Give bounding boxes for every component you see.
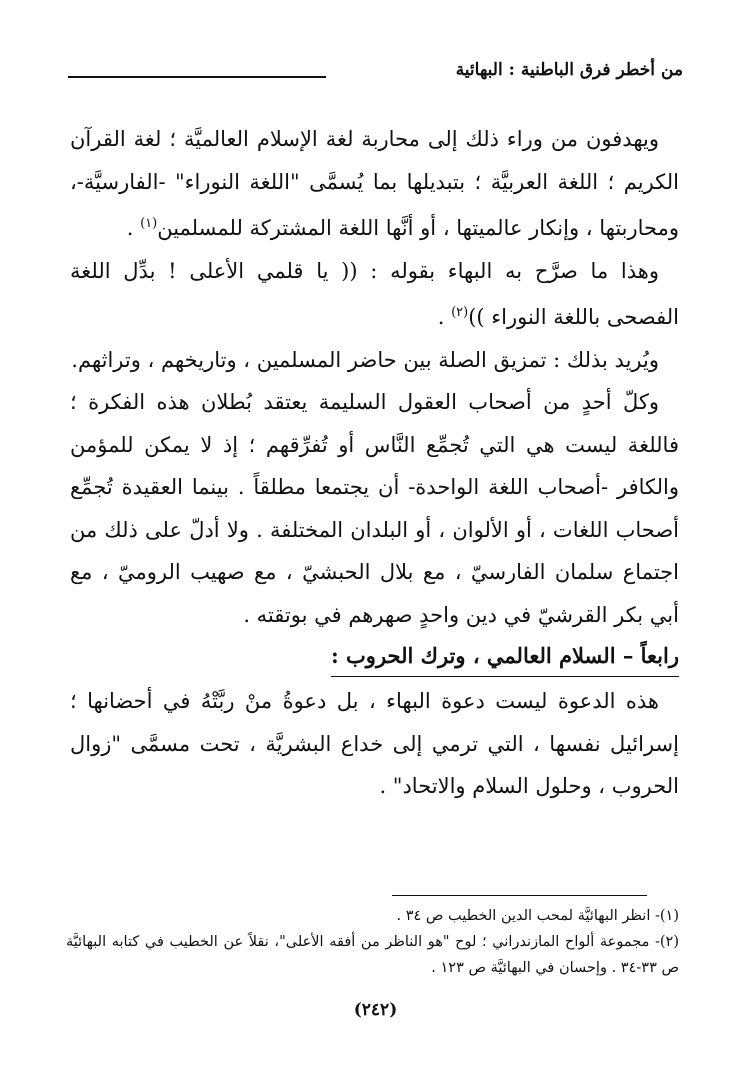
- section-heading-row: [70, 636, 679, 680]
- paragraph-text: ويُريد بذلك : تمزيق الصلة بين حاضر المسلمين ، وتاريخهم ، وتراثهم.: [71, 347, 659, 372]
- paragraph: وهذا ما صرَّح به البهاء بقوله : (( يا قلمي الأعلى ! بدِّل اللغة الفصحى باللغة النوراء ))$^{(٢)}$ .: [70, 258, 679, 329]
- paragraph-text: وهذا ما صرَّح به البهاء بقوله : (( يا قلمي الأعلى ! بدِّل اللغة الفصحى باللغة النوراء )): [70, 258, 679, 329]
- running-header: [68, 60, 683, 88]
- footnote: (٢)- مجموعة ألواح المازندراني ؛ لوح "هو الناظر من أفقه الأعلى"، نقلاً عن الخطيب في كتابه البهائيَّة ص ٣٣-٣٤ . وإحسان في البهائيَّة ص ١٢٣ .: [66, 934, 679, 976]
- page-number: (٢٤٢): [353, 1000, 398, 1020]
- paragraph: [70, 680, 679, 808]
- footnote-marker: (١): [140, 216, 158, 231]
- header-title: من أخطر فرق الباطنية : البهائية: [455, 60, 683, 80]
- page-body: [70, 118, 679, 808]
- footnote-separator: [392, 895, 647, 896]
- paragraph: ويهدفون من وراء ذلك إلى محاربة لغة الإسلام العالميَّة ؛ لغة القرآن الكريم ؛ اللغة العربيَّة ؛ بتبديلها بما يُسمَّى "اللغة النوراء" -الفارسيَّة-، ومحاربتها ، وإنكار عالميتها ، أو أنَّها اللغة المشتركة للمسلمين$^{(١)}$ .: [70, 127, 679, 240]
- section-heading: رابعاً – السلام العالمي ، وترك الحروب :: [331, 636, 679, 677]
- paragraph-text: ويهدفون من وراء ذلك إلى محاربة لغة الإسلام العالميَّة ؛ لغة القرآن الكريم ؛ اللغة العربيَّة ؛ بتبديلها بما يُسمَّى "اللغة النوراء" -الفارسيَّة-، ومحاربتها ، وإنكار عالميتها ، أو أنَّها اللغة المشتركة للمسلمين: [70, 127, 679, 240]
- header-rule: [68, 76, 326, 78]
- footnote: (١)- انظر البهائيَّة لمحب الدين الخطيب ص ٣٤ .: [396, 908, 679, 924]
- footnote-marker: (٢): [451, 305, 469, 320]
- paragraph: [70, 381, 679, 636]
- footnotes: [66, 903, 679, 981]
- paragraph-text: وكلّ أحدٍ من أصحاب العقول السليمة يعتقد بُطلان هذه الفكرة ؛ فاللغة ليست هي التي تُجمِّع النَّاس أو تُفرِّقهم ؛ إذ لا يمكن للمؤمن والكافر -أصحاب اللغة الواحدة- أن يجتمعا مطلقاً . بينما العقيدة تُجمِّع أصحاب اللغات ، أو الألوان ، أو البلدان المختلفة . ولا أدلّ على ذلك من اجتماع سلمان الفارسيّ ، مع بلال الحبشيّ ، مع صهيب الروميّ ، مع أبي بكر القرشيّ في دين واحدٍ صهرهم في بوتقته .: [70, 390, 679, 627]
- paragraph-text: هذه الدعوة ليست دعوة البهاء ، بل دعوةُ منْ ربَّتْهُ في أحضانها ؛ إسرائيل نفسها ، التي ترمي إلى خداع البشريَّة ، تحت مسمَّى "زوال الحروب ، وحلول السلام والاتحاد" .: [70, 689, 679, 798]
- paragraph: [70, 339, 679, 382]
